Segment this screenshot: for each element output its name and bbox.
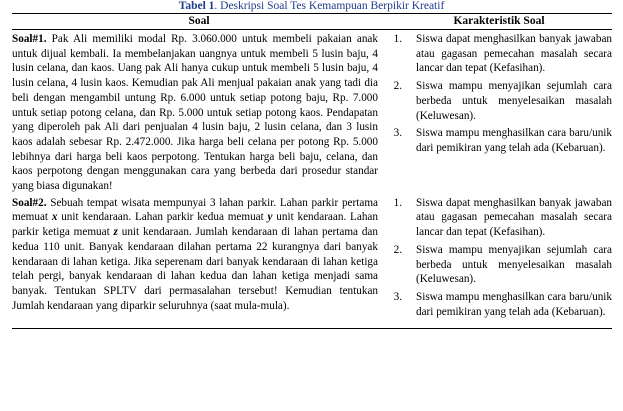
item-text: Siswa dapat menghasilkan banyak jawaban atau gagasan pemecahan masalah secara lancar dan tepat (Kefasihan). [416, 196, 612, 239]
header-soal: Soal [12, 14, 386, 30]
header-karakteristik: Karakteristik Soal [386, 14, 612, 30]
karakteristik-1-cell [386, 30, 612, 194]
soal-2-text-3: unit kendaraan. Lahan parkir ketiga memuat [12, 211, 378, 239]
table-header-row [12, 14, 612, 30]
table-caption [0, 0, 623, 13]
soal-2-text-2: unit kendaraan. Lahan parkir kedua memuat [57, 211, 268, 224]
soal-2-cell [12, 194, 386, 329]
karakteristik-2-list [386, 196, 612, 320]
caption-text: . Deskripsi Soal Tes Kemampuan Berpikir Kreatif [214, 0, 445, 12]
soal-2-text-1: Sebuah tempat wisata mempunyai 3 lahan parkir. Lahan parkir pertama memuat [12, 196, 378, 224]
soal-2-title: Soal#2. [12, 196, 47, 209]
list-item [386, 126, 612, 155]
item-number: 2. [393, 243, 402, 256]
list-item [386, 290, 612, 319]
item-text: Siswa mampu menghasilkan cara baru/unik dari pemikiran yang telah ada (Kebaruan). [416, 290, 612, 318]
list-item [386, 32, 612, 76]
item-text: Siswa dapat menghasilkan banyak jawaban atau gagasan pemecahan masalah secara lancar dan tepat (Kefasihan). [416, 33, 612, 75]
item-number: 1. [393, 33, 402, 45]
soal-1-text: Pak Ali memiliki modal Rp. 3.060.000 untuk membeli pakaian anak untuk dijual kembali. Ia membelanjakan uangnya untuk membeli 5 lusin baju, 4 lusin celana, dan kaos. Uang pak Ali hanya cukup untuk membeli 5 lusin baju, 4 lusin celana, 4 lusin kaos. Kemudian pak Ali menjual pakaian anak yang tadi dia beli dengan mengambil untung Rp. 6.000 untuk setiap potong baju, Rp. 7.000 untuk setiap potong celana, dan Rp. 5.000 untuk setiap potong kaos. Pendapatan yang diperoleh pak Ali dari penjualan 4 lusin baju, 2 lusin celana, dan 3 lusin kaos adalah sebesar Rp. 2.472.000. Jika harga beli celana per potong Rp. 5.000 lebihnya dari harga beli kaos perpotong. Tentukan harga beli baju, celana, dan kaos perpotong dengan menggunakan cara yang berbeda dari prosedur standar yang biasa digunakan! [12, 33, 378, 193]
list-item [386, 196, 612, 240]
soal-1-cell [12, 30, 386, 194]
soal-table [12, 13, 612, 329]
soal-2-text-4: unit kendaraan. Jumlah kendaraan di lahan pertama dan kedua 110 unit. Banyak kendaraan dilahan pertama 22 kurangnya dari banyak kendaraan di lahan ketiga. Jika seperenam dari banyak kendaraan di lahan ketiga telah pergi, banyak kendaraan di lahan kedua dan lahan ketiga menjadi sama banyak. Tentukan SPLTV dari permasalahan tersebut! Kemudian tentukan Jumlah kendaraan yang diparkir seluruhnya (saat mula-mula). [12, 226, 378, 312]
caption-label: Tabel 1 [178, 0, 215, 12]
table-row [12, 30, 612, 194]
karakteristik-2-cell [386, 194, 612, 329]
item-number: 3. [393, 290, 402, 303]
item-number: 1. [393, 196, 402, 209]
item-text: Siswa mampu menghasilkan cara baru/unik dari pemikiran yang telah ada (Kebaruan). [416, 127, 612, 154]
list-item [386, 243, 612, 287]
item-number: 2. [393, 80, 402, 93]
table-row [12, 194, 612, 329]
list-item [386, 79, 612, 123]
soal-1-title: Soal#1. [12, 33, 47, 45]
item-text: Siswa mampu menyajikan sejumlah cara berbeda untuk menyelesaikan masalah (Keluwesan). [416, 243, 612, 286]
item-text: Siswa mampu menyajikan sejumlah cara berbeda untuk menyelesaikan masalah (Keluwesan). [416, 80, 612, 122]
variable-z: z [113, 226, 118, 239]
item-number: 3. [393, 127, 402, 140]
variable-x: x [51, 211, 58, 224]
variable-y: y [267, 211, 273, 224]
karakteristik-1-list [386, 32, 612, 156]
